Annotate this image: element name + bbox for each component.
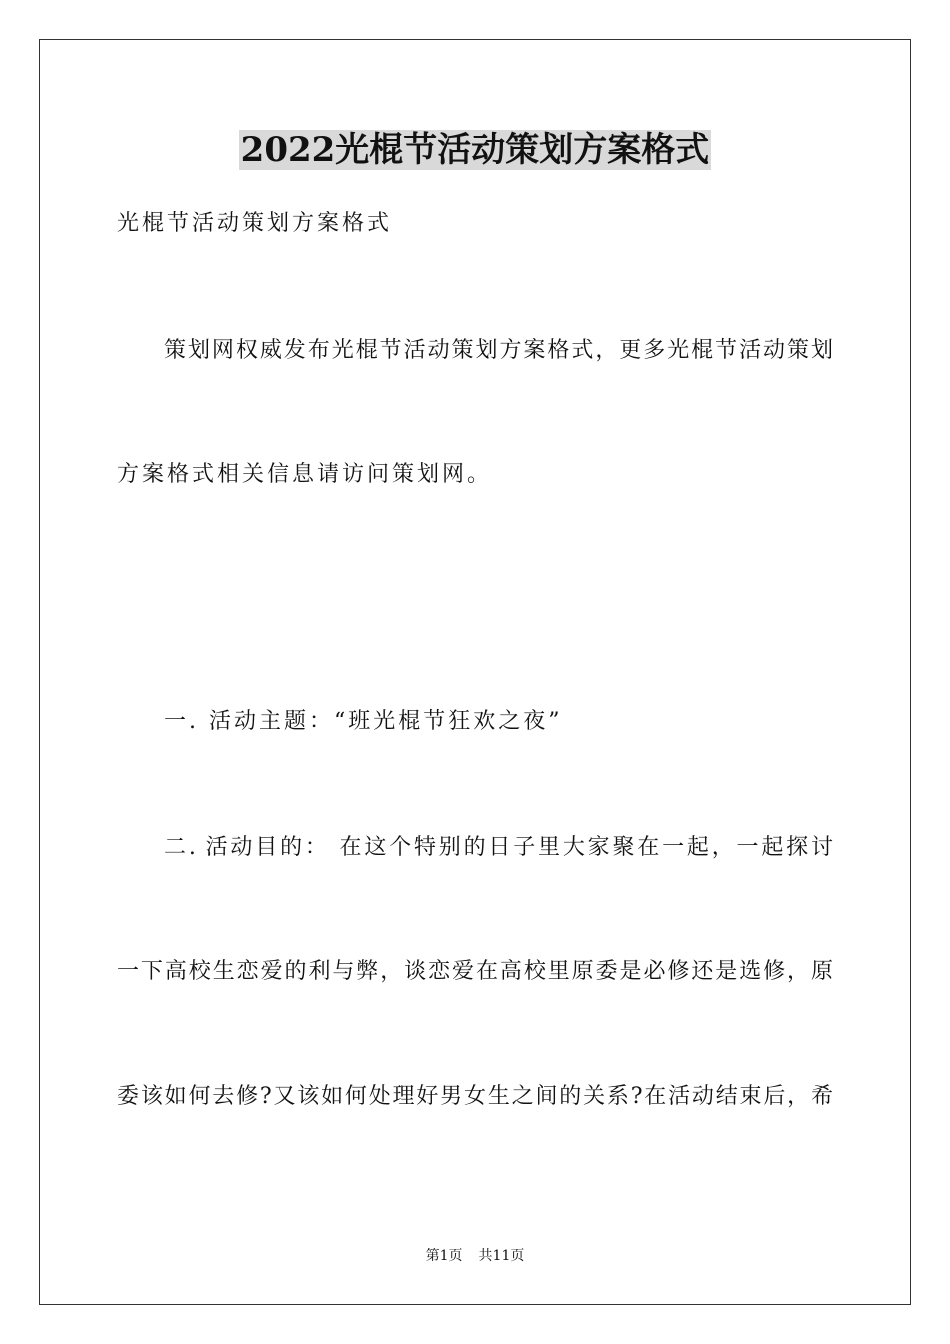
document-title <box>0 128 950 172</box>
section-heading-theme: 一. 活动主题：“班光棍节狂欢之夜” <box>164 709 563 734</box>
page-footer <box>0 1246 950 1266</box>
page-total: 共11页 <box>478 1248 525 1264</box>
page-number: 第1页 <box>425 1248 463 1264</box>
document-subtitle: 光棍节活动策划方案格式 <box>117 211 393 236</box>
paragraph-line-2: 方案格式相关信息请访问策划网。 <box>117 462 493 487</box>
paragraph-line-5: 委该如何去修?又该如何处理好男女生之间的关系?在活动结束后，希 <box>117 1084 833 1109</box>
paragraph-line-3: 二. 活动目的： 在这个特别的日子里大家聚在一起，一起探讨 <box>164 835 833 860</box>
document-title-text: 2022光棍节活动策划方案格式 <box>240 130 710 170</box>
paragraph-line-1: 策划网权威发布光棍节活动策划方案格式，更多光棍节活动策划 <box>164 338 833 363</box>
paragraph-line-4: 一下高校生恋爱的利与弊，谈恋爱在高校里原委是必修还是选修，原 <box>117 959 833 984</box>
